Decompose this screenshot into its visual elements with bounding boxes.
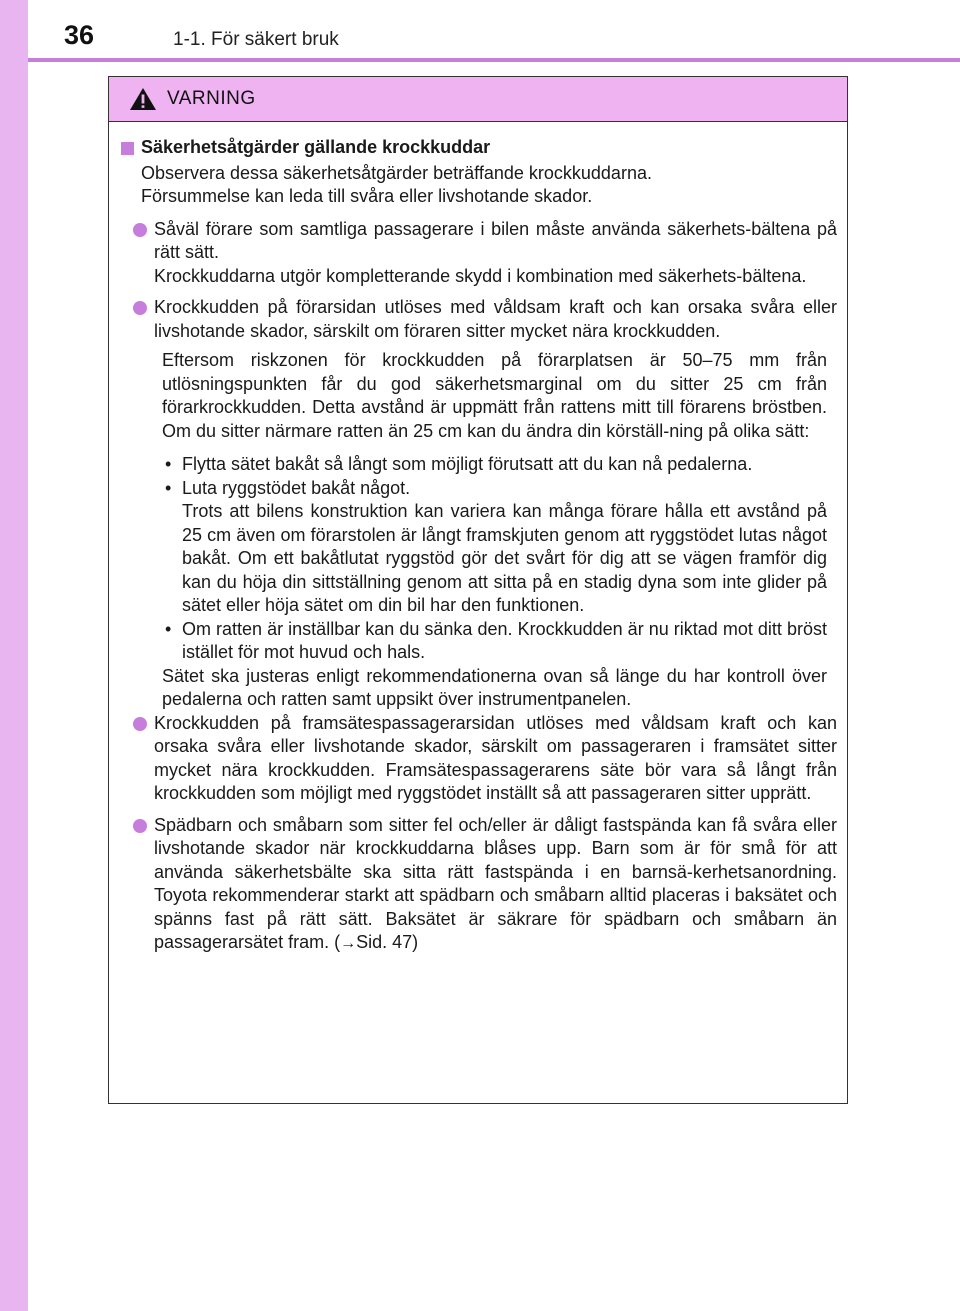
list-item-text: Luta ryggstödet bakåt något. Trots att bilens konstruktion kan variera kan många förare hålla ett avstånd på 25 cm även om förarstolen är långt framskjuten genom att ryggstödet lutas något bakåt. Om ett bakåtlutat ryggstöd gör det svårt för dig att se vägen framför dig kan du höja din sittställning genom att sitta på en stadig dyna som inte glider på sätet eller höja sätet om din bil har den funktionen. xyxy=(182,477,827,615)
list-item-text: Om ratten är inställbar kan du sänka den. Krockkudden är nu riktad mot ditt bröst istället för mot huvud och hals. xyxy=(182,618,827,662)
list-marker: • xyxy=(165,454,172,474)
chapter-title: 1-1. För säkert bruk xyxy=(173,29,339,50)
intro-line-1: Observera dessa säkerhetsåtgärder beträffande krockkuddarna. xyxy=(141,162,652,183)
right-arrow-icon: → xyxy=(340,935,357,952)
bullet-4-text xyxy=(154,814,837,956)
section-title xyxy=(121,136,837,160)
round-bullet-icon xyxy=(133,223,147,237)
bullet-3-text: Krockkudden på framsätespassagerarsidan utlöses med våldsam kraft och kan orsaka svåra eller livshotande skador, särskilt om passageraren i framsätet sitter mycket nära krockkudden. Framsätespassagerarens säte bör vara så långt från krockkudden som möjligt med ryggstödet inställt så att passageraren sitter upprätt. xyxy=(154,712,837,803)
warning-label: VARNING xyxy=(167,88,256,109)
list-marker: • xyxy=(165,477,172,498)
intro-text xyxy=(121,162,837,209)
list-item-text: Flytta sätet bakåt så långt som möjligt förutsatt att du kan nå pedalerna. xyxy=(182,454,753,474)
bullet-driver-airbag xyxy=(121,296,837,343)
page-reference-link[interactable]: Sid. 47 xyxy=(356,932,413,952)
list-item xyxy=(162,453,827,477)
warning-header xyxy=(109,77,847,122)
closing-paren: ) xyxy=(412,932,419,952)
distance-explanation: Eftersom riskzonen för krockkudden på förarplatsen är 50–75 mm från utlösningspunkten får du god säkerhetsmarginal om du sitter 25 cm från förarkrockkudden. Detta avstånd är uppmätt från rattens mitt till förarens bröstben. Om du sitter närmare ratten än 25 cm kan du ändra din körställ-ning på olika sätt: xyxy=(162,350,827,441)
warning-box xyxy=(108,76,848,1104)
list-marker: • xyxy=(165,618,172,639)
bullet-2-text: Krockkudden på förarsidan utlöses med våldsam kraft och kan orsaka svåra eller livshotande skador, särskilt om föraren sitter mycket nära krockkudden. xyxy=(154,297,837,341)
seat-adjust-note: Sätet ska justeras enligt rekommendationerna ovan så länge du har kontroll över pedalerna och ratten samt uppsikt över instrumentpanelen. xyxy=(162,665,827,709)
round-bullet-icon xyxy=(133,301,147,315)
page-header xyxy=(0,0,960,62)
bullet-1-para-1: Såväl förare som samtliga passagerare i bilen måste använda säkerhets-bältena på rätt sätt. xyxy=(154,218,837,262)
square-bullet-icon xyxy=(121,142,134,155)
warning-body xyxy=(109,122,847,956)
bullet-4-body: Spädbarn och småbarn som sitter fel och/eller är dåligt fastspända kan få svåra eller livshotande skador när krockkuddarna blåses upp. Barn som är för små för att använda säkerhetsbälte ska sitta rätt fastspända i en barnsä-kerhetsanordning. Toyota rekommenderar starkt att spädbarn och småbarn alltid placeras i baksätet och spänns fast på rätt sätt. Baksätet är säkrare för spädbarn och småbarn än passagerarsätet fram. ( xyxy=(154,814,837,952)
section-title-text: Säkerhetsåtgärder gällande krockkuddar xyxy=(141,137,491,157)
header-divider xyxy=(28,58,960,62)
driver-distance-detail xyxy=(121,349,837,712)
bullet-seatbelts xyxy=(121,218,837,289)
bullet-passenger-airbag xyxy=(121,712,837,806)
warning-triangle-icon xyxy=(129,87,157,111)
list-item xyxy=(162,618,827,665)
list-item xyxy=(162,477,827,618)
round-bullet-icon xyxy=(133,717,147,731)
page-number: 36 xyxy=(64,20,95,50)
bullet-children xyxy=(121,814,837,956)
side-tab-strip xyxy=(0,0,28,1311)
bullet-1-para-2: Krockkuddarna utgör kompletterande skydd i kombination med säkerhets-bältena. xyxy=(154,265,807,286)
intro-line-2: Försummelse kan leda till svåra eller livshotande skador. xyxy=(141,186,593,206)
round-bullet-icon xyxy=(133,819,147,833)
